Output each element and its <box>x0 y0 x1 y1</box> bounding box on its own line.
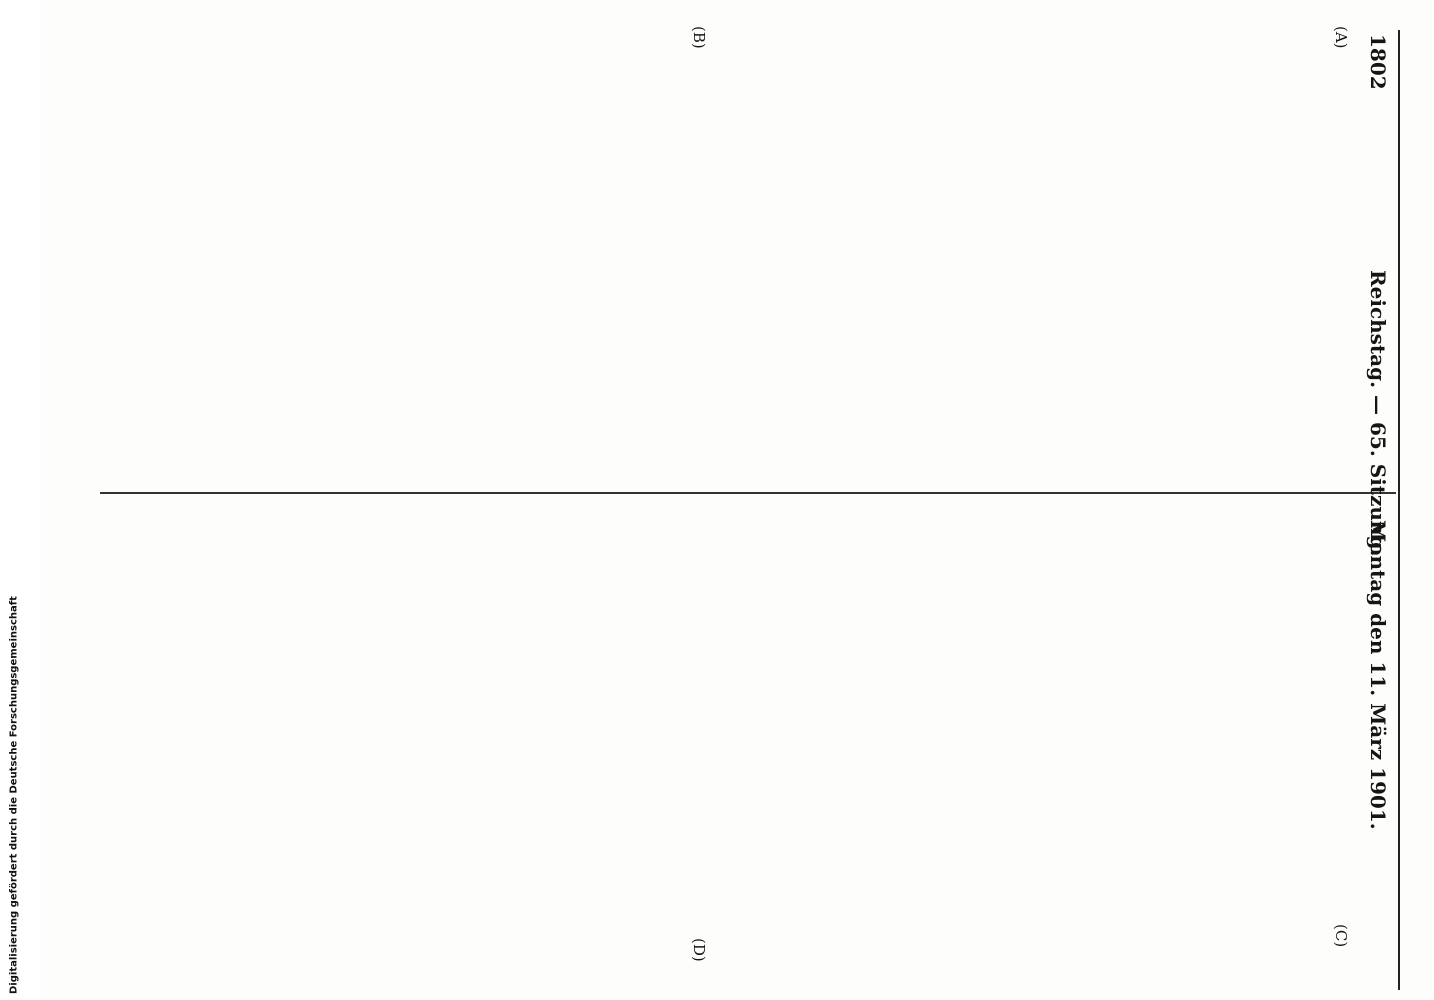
column-divider <box>100 492 1396 494</box>
scanned-page <box>40 0 1434 1000</box>
margin-marker-c: (C) <box>1332 924 1350 948</box>
page-header-date: Montag den 11. März 1901. <box>1366 520 1390 830</box>
footer-text: Digitalisierung gefördert durch die Deutsche Forschungsgemeinschaft <box>8 596 20 994</box>
page-header-title: Reichstag. — 65. Sitzung. <box>1366 270 1390 557</box>
margin-marker-d: (D) <box>690 938 708 962</box>
margin-marker-a: (A) <box>1332 26 1350 49</box>
page-number: 1802 <box>1366 34 1390 90</box>
header-rule <box>1398 30 1400 990</box>
digitization-footer <box>6 596 22 994</box>
margin-marker-b: (B) <box>690 26 708 49</box>
